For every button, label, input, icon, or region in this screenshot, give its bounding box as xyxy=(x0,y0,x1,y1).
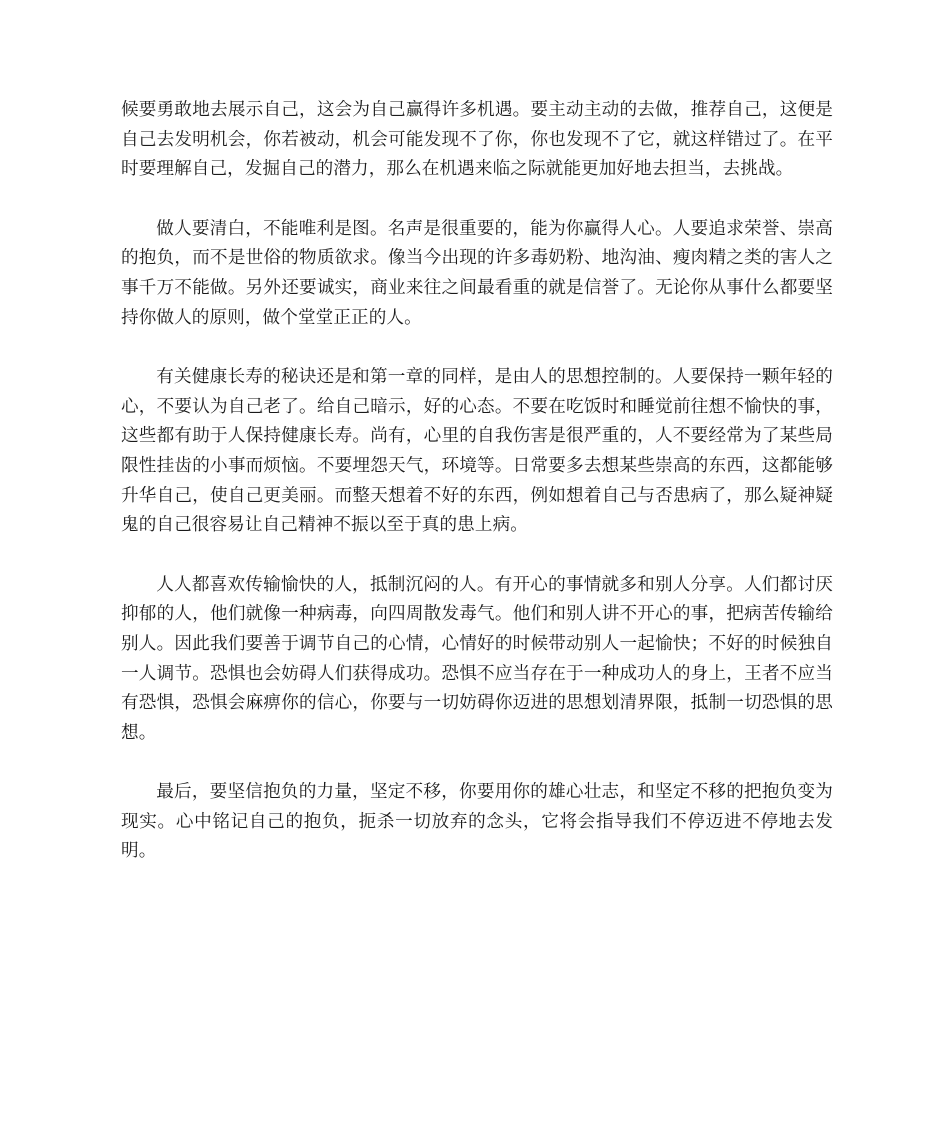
paragraph-1: 候要勇敢地去展示自己，这会为自己赢得许多机遇。要主动主动的去做，推荐自己，这便是自己去发明机会，你若被动，机会可能发现不了你，你也发现不了它，就这样错过了。在平时要理解自己，发掘自己的潜力，那么在机遇来临之际就能更加好地去担当，去挑战。 xyxy=(121,100,833,180)
paragraph-5: 最后，要坚信抱负的力量，坚定不移，你要用你的雄心壮志，和坚定不移的把抱负变为现实。心中铭记自己的抱负，扼杀一切放弃的念头，它将会指导我们不停迈进不停地去发明。 xyxy=(121,782,833,862)
paragraph-2: 做人要清白，不能唯利是图。名声是很重要的，能为你赢得人心。人要追求荣誉、崇高的抱负，而不是世俗的物质欲求。像当今出现的许多毒奶粉、地沟油、瘦肉精之类的害人之事千万不能做。另外还要诚实，商业来往之间最看重的就是信誉了。无论你从事什么都要坚持你做人的原则，做个堂堂正正的人。 xyxy=(121,218,833,328)
paragraph-3: 有关健康长寿的秘诀还是和第一章的同样，是由人的思想控制的。人要保持一颗年轻的心，不要认为自己老了。给自己暗示，好的心态。不要在吃饭时和睡觉前往想不愉快的事，这些都有助于人保持健康长寿。尚有，心里的自我伤害是很严重的，人不要经常为了某些局限性挂齿的小事而烦恼。不要埋怨天气，环境等。日常要多去想某些崇高的东西，这都能够升华自己，使自己更美丽。而整天想着不好的东西，例如想着自己与否患病了，那么疑神疑鬼的自己很容易让自己精神不振以至于真的患上病。 xyxy=(121,367,833,536)
document-body xyxy=(121,96,833,897)
paragraph-4: 人人都喜欢传输愉快的人，抵制沉闷的人。有开心的事情就多和别人分享。人们都讨厌抑郁的人，他们就像一种病毒，向四周散发毒气。他们和别人讲不开心的事，把病苦传输给别人。因此我们要善于调节自己的心情，心情好的时候带动别人一起愉快；不好的时候独自一人调节。恐惧也会妨碍人们获得成功。恐惧不应当存在于一种成功人的身上，王者不应当有恐惧，恐惧会麻痹你的信心，你要与一切妨碍你迈进的思想划清界限，抵制一切恐惧的思想。 xyxy=(121,574,833,743)
